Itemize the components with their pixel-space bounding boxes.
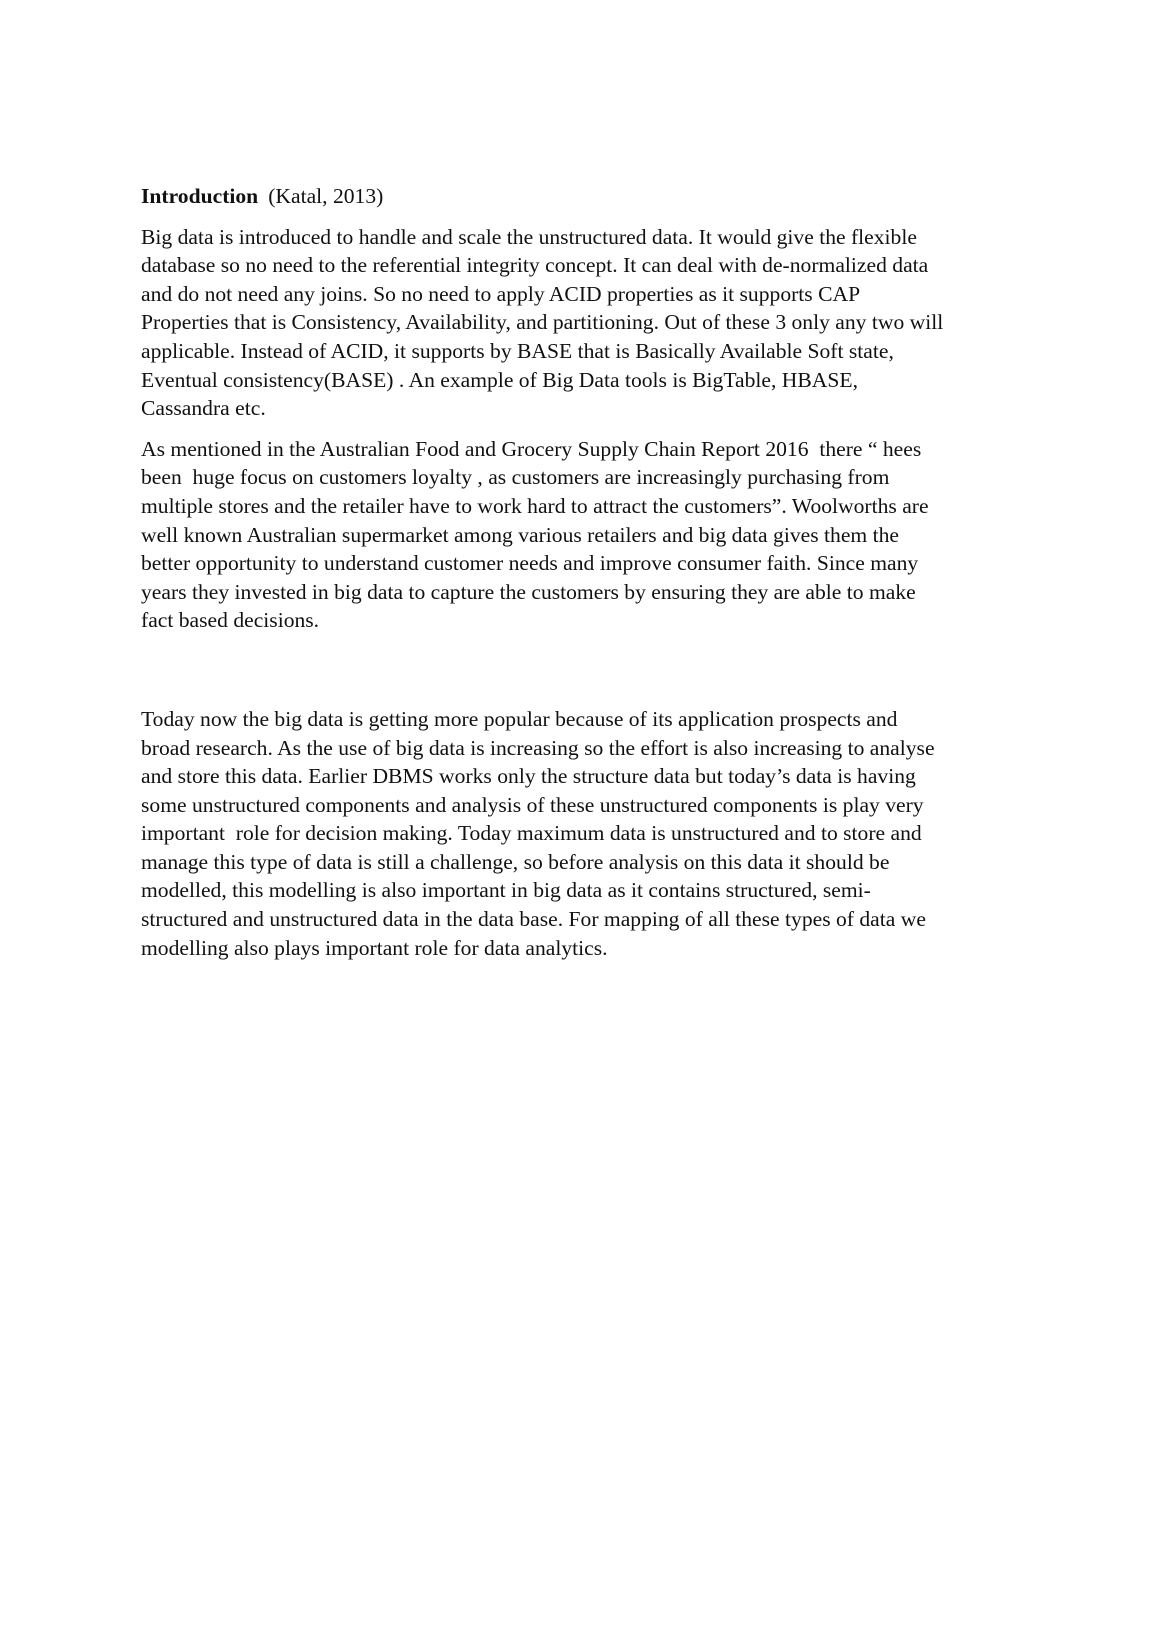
paragraph-spacer (141, 647, 1031, 705)
paragraph-line: database so no need to the referential integrity concept. It can deal with de-normalized data (141, 253, 929, 278)
paragraph-line: Properties that is Consistency, Availability, and partitioning. Out of these 3 only any two will (141, 310, 944, 335)
paragraph-line: broad research. As the use of big data is increasing so the effort is also increasing to analyse (141, 735, 935, 760)
paragraph-modelling (141, 705, 1031, 962)
paragraph-line: multiple stores and the retailer have to work hard to attract the customers”. Woolworths are (141, 493, 929, 518)
paragraph-line: fact based decisions. (141, 608, 320, 633)
paragraph-line: manage this type of data is still a challenge, so before analysis on this data it should be (141, 849, 890, 874)
paragraph-line: As mentioned in the Australian Food and Grocery Supply Chain Report 2016 there “ hees (141, 436, 922, 461)
paragraph-line: structured and unstructured data in the data base. For mapping of all these types of data we (141, 907, 926, 932)
paragraph-line: some unstructured components and analysis of these unstructured components is play very (141, 792, 924, 817)
section-heading (141, 182, 1031, 211)
document-body (141, 182, 1031, 974)
paragraph-line: been huge focus on customers loyalty , as customers are increasingly purchasing from (141, 465, 890, 490)
heading-title: Introduction (141, 184, 259, 208)
paragraph-line: applicable. Instead of ACID, it supports by BASE that is Basically Available Soft state, (141, 338, 894, 363)
paragraph-line: Eventual consistency(BASE) . An example of Big Data tools is BigTable, HBASE, (141, 367, 858, 392)
paragraph-line: and store this data. Earlier DBMS works only the structure data but today’s data is having (141, 764, 916, 789)
paragraph-line: modelling also plays important role for data analytics. (141, 935, 608, 960)
paragraph-line: important role for decision making. Today maximum data is unstructured and to store and (141, 821, 922, 846)
paragraph-line: Today now the big data is getting more popular because of its application prospects and (141, 706, 898, 731)
paragraph-line: years they invested in big data to capture the customers by ensuring they are able to make (141, 579, 916, 604)
heading-citation: (Katal, 2013) (268, 184, 384, 208)
paragraph-line: modelled, this modelling is also important in big data as it contains structured, semi- (141, 878, 871, 903)
paragraph-line: and do not need any joins. So no need to apply ACID properties as it supports CAP (141, 281, 861, 306)
paragraph-woolworths (141, 435, 1031, 635)
paragraph-line: better opportunity to understand customer needs and improve consumer faith. Since many (141, 551, 919, 576)
paragraph-line: well known Australian supermarket among various retailers and big data gives them the (141, 522, 899, 547)
paragraph-line: Cassandra etc. (141, 396, 266, 421)
paragraph-big-data-intro (141, 223, 1031, 423)
paragraph-line: Big data is introduced to handle and scale the unstructured data. It would give the flexible (141, 224, 917, 249)
